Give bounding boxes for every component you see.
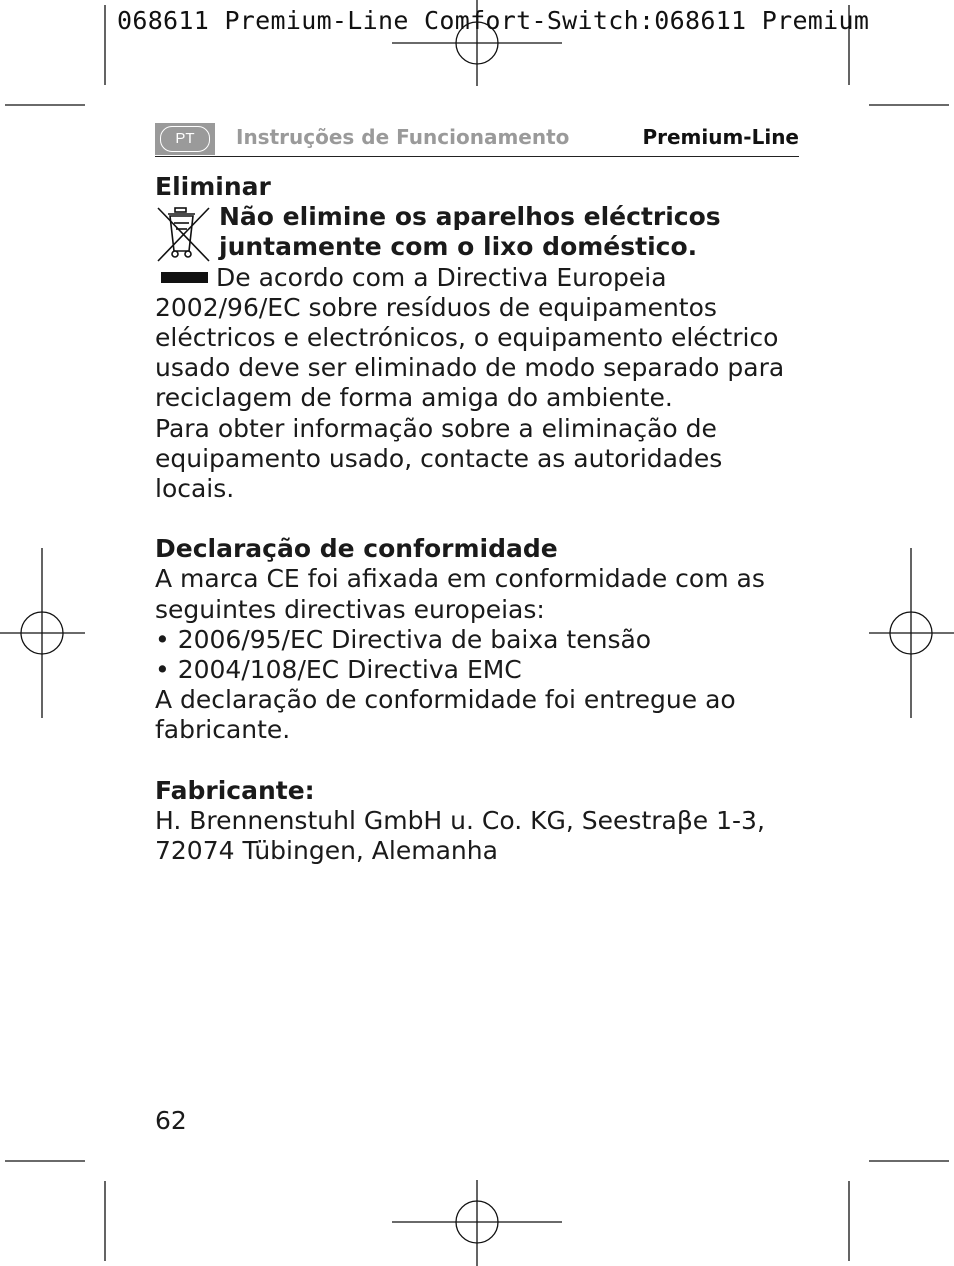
language-badge <box>155 123 215 155</box>
registration-target-bottom <box>392 1180 562 1266</box>
disposal-paragraph-2: Para obter informação sobre a eliminação de equipamento usado, contacte as autoridades locais. <box>155 413 723 504</box>
disposal-warning <box>155 202 795 262</box>
manufacturer-address-line-2: 72074 Tübingen, Alemanha <box>155 836 498 866</box>
black-bar-icon <box>161 272 208 283</box>
warning-line-2: juntamente com o lixo doméstico. <box>219 232 698 262</box>
warning-line-1: Não elimine os aparelhos eléctricos <box>219 202 721 232</box>
page-number: 62 <box>155 1106 187 1135</box>
disposal-paragraph-1 <box>155 263 795 414</box>
print-slug: 068611 Premium-Line Comfort-Switch:068611 Premium <box>117 6 870 35</box>
crossed-out-wheelie-bin-icon <box>155 205 213 263</box>
manufacturer-heading: Fabricante: <box>155 775 315 805</box>
conformity-heading: Declaração de conformidade <box>155 534 558 564</box>
registration-target-left <box>0 548 85 718</box>
manufacturer-address-line-1: H. Brennenstuhl GmbH u. Co. KG, Seestraβe 1-3, <box>155 805 765 835</box>
disposal-paragraph-1-text: De acordo com a Directiva Europeia 2002/96/EC sobre resíduos de equipamentos eléctricos e electrónicos, o equipamento eléctrico usado deve ser eliminado de modo separado para reciclagem de forma amiga do ambiente. <box>155 262 785 413</box>
page-header <box>155 120 799 157</box>
page-content <box>155 172 795 866</box>
registration-target-right <box>869 548 954 718</box>
conformity-intro: A marca CE foi afixada em conformidade com as seguintes directivas europeias: <box>155 564 765 624</box>
section-title: Instruções de Funcionamento <box>236 125 570 149</box>
language-badge-label: PT <box>160 126 210 152</box>
disposal-heading: Eliminar <box>155 172 271 201</box>
registration-target-top <box>392 0 562 86</box>
directive-item: • 2004/108/EC Directiva EMC <box>155 655 522 685</box>
conformity-closing: A declaração de conformidade foi entregue ao fabricante. <box>155 685 736 745</box>
product-name: Premium-Line <box>642 125 799 149</box>
directive-item: • 2006/95/EC Directiva de baixa tensão <box>155 624 652 654</box>
